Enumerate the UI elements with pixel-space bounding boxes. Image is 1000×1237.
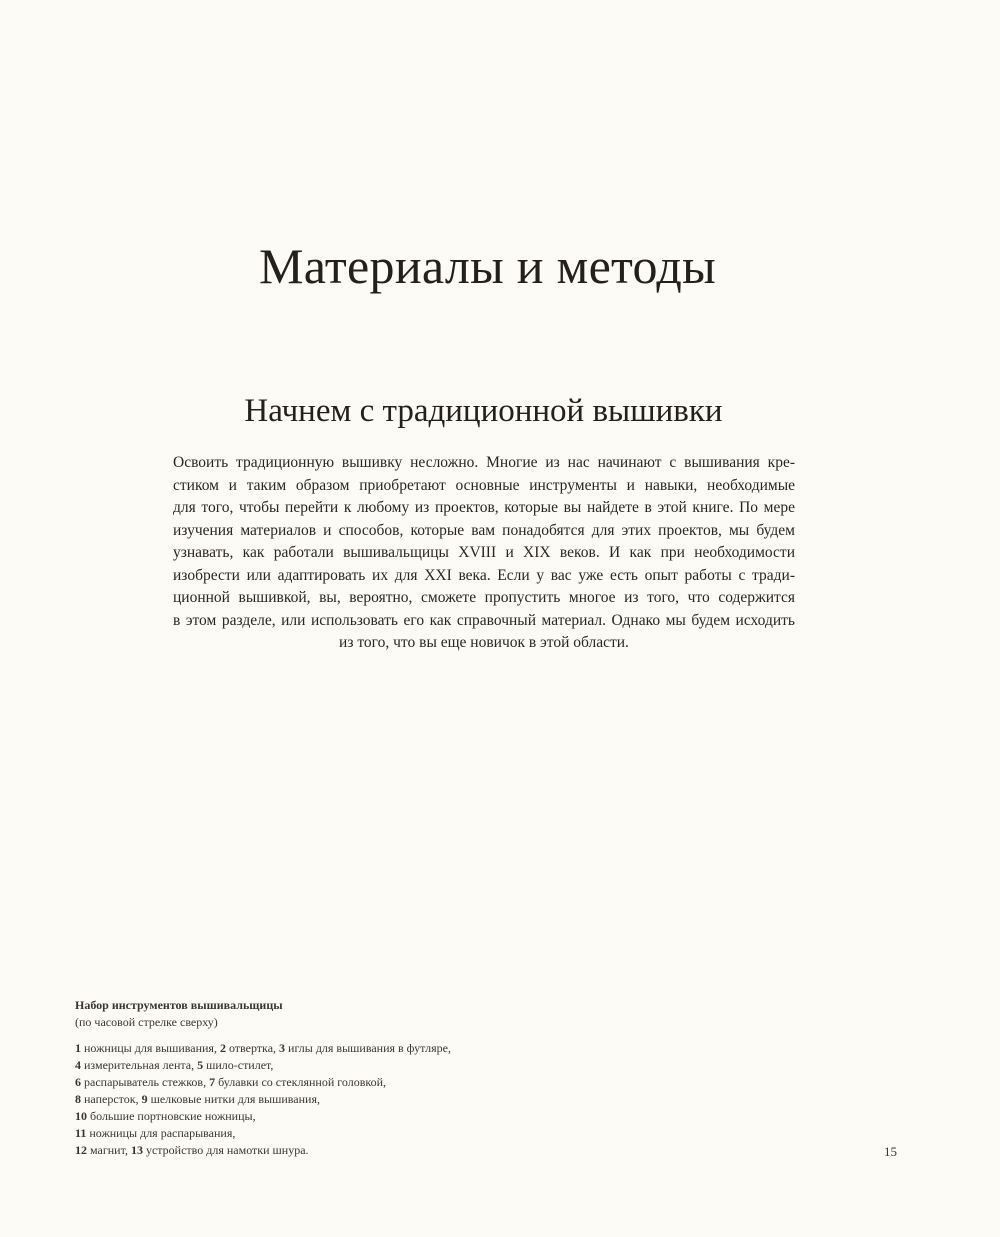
caption-line [75,1040,455,1057]
caption-item-number: 10 [75,1109,87,1123]
intro-line: ционной вышивкой, вы, вероятно, сможете пропустить многое из того, что содержится [173,589,795,606]
caption-subtitle: (по часовой стрелке сверху) [75,1015,218,1029]
intro-line: узнавать, как работали вышивальщицы XVIII и XIX веков. И как при необходимости [173,544,795,561]
caption-item-number: 7 [209,1075,216,1089]
caption-item-text: ножницы для распарывания, [89,1126,236,1140]
caption-item-text: отвертка, [228,1041,277,1055]
caption-item-number: 12 [75,1143,87,1157]
caption-item-number: 9 [141,1092,148,1106]
caption-item-number: 2 [219,1041,226,1055]
caption-item-text: большие портновские ножницы, [90,1109,256,1123]
caption-item-number: 3 [279,1041,286,1055]
intro-line: Освоить традиционную вышивку несложно. Многие из нас начинают с вышивания кре- [173,454,795,471]
caption-item-number: 13 [130,1143,143,1157]
intro-line: в этом разделе, или использовать его как справочный материал. Однако мы будем исходить [173,611,795,629]
intro-line: стиком и таким образом приобретают основные инструменты и навыки, необходимые [173,476,795,494]
caption-item-text: ножницы для вышивания, [84,1041,217,1055]
caption-line [75,1142,455,1159]
caption-line [75,1108,455,1125]
caption-line [75,1057,455,1074]
caption-item-number: 1 [75,1041,81,1055]
caption-item-number: 11 [75,1126,87,1140]
page-title: Материалы и методы [258,238,717,294]
intro-line: изобрести или адаптировать их для XXI века. Если у вас уже есть опыт работы с тради- [173,566,795,584]
caption-item-text: измерительная лента, [84,1058,195,1072]
caption-item-number: 6 [75,1075,81,1089]
caption-line [75,1125,455,1142]
intro-paragraph [173,452,795,655]
intro-line: изучения материалов и способов, которые вам понадобятся для этих проектов, мы будем [173,521,795,539]
caption-item-number: 5 [197,1058,204,1072]
section-heading: Начнем с традиционной вышивки [244,393,723,429]
intro-line: для того, чтобы перейти к любому из проектов, которые вы найдете в этой книге. По мере [173,499,795,516]
caption-item-text: шило-стилет, [206,1058,274,1072]
caption-title: Набор инструментов вышивальщицы [75,998,283,1012]
caption-item-number: 8 [75,1092,81,1106]
caption-item-text: булавки со стеклянной головкой, [218,1075,387,1089]
caption-item-text: устройство для намотки шнура. [145,1143,309,1157]
caption-item-text: распарыватель стежков, [84,1075,207,1089]
caption-item-number: 4 [75,1058,81,1072]
caption-line [75,1091,455,1108]
page-number: 15 [884,1144,897,1159]
caption-item-text: иглы для вышивания в футляре, [288,1041,451,1055]
caption-item-text: магнит, [90,1143,128,1157]
caption-line [75,1074,455,1091]
caption-item-text: наперсток, [84,1092,139,1106]
image-caption [75,997,455,1159]
caption-item-text: шелковые нитки для вышивания, [150,1092,320,1106]
intro-line: из того, что вы еще новичок в этой области. [339,634,629,651]
